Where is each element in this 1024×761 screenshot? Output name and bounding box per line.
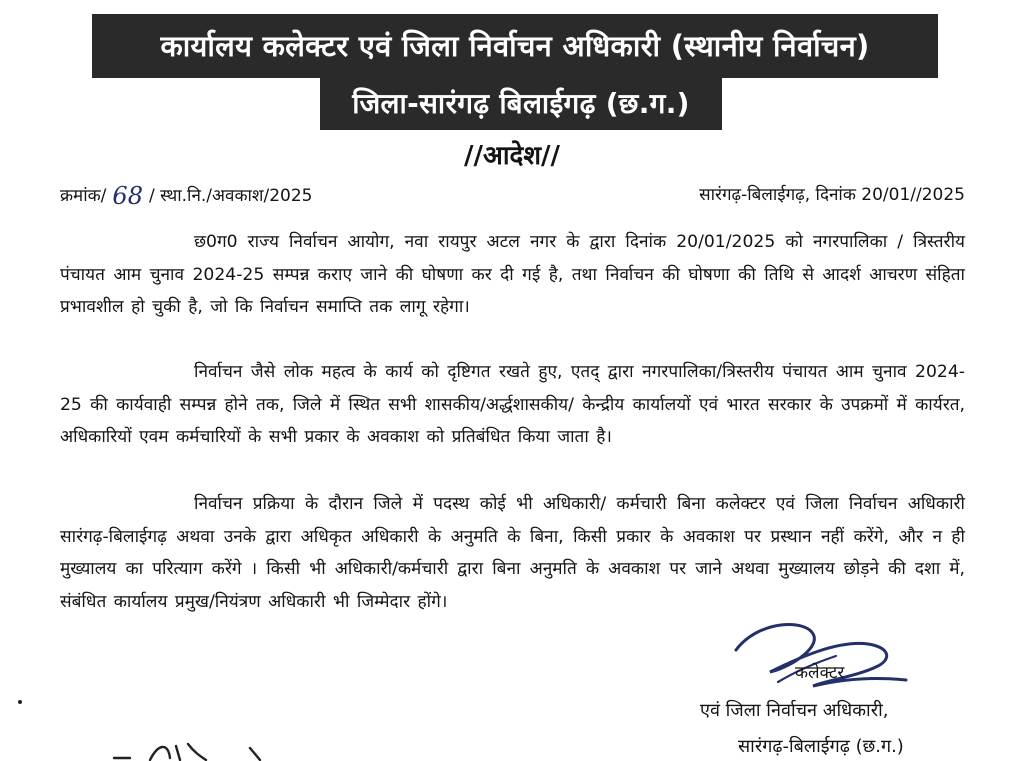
reference-line xyxy=(60,178,965,208)
signatory-designation: कलेक्टर xyxy=(795,663,845,683)
reference-number-handwritten: 68 xyxy=(112,182,143,210)
handwritten-scrawl xyxy=(110,738,280,761)
signatory-title: एवं जिला निर्वाचन अधिकारी, xyxy=(700,700,889,721)
reference-prefix: क्रमांक/ xyxy=(60,186,107,206)
district-header-banner xyxy=(320,78,722,130)
signatory-location: सारंगढ़-बिलाईगढ़ (छ.ग.) xyxy=(738,736,904,757)
office-header-text: कार्यालय कलेक्टर एवं जिला निर्वाचन अधिकारी (स्थानीय निर्वाचन) xyxy=(160,29,870,63)
place-date: सारंगढ़-बिलाईगढ़, दिनांक 20/01//2025 xyxy=(699,185,965,205)
reference-number-block xyxy=(60,182,312,210)
office-header-banner xyxy=(92,14,938,78)
reference-suffix: / स्था.नि./अवकाश/2025 xyxy=(148,186,313,206)
margin-dot xyxy=(18,700,22,704)
paragraph-2: निर्वाचन जैसे लोक महत्व के कार्य को दृष्टिगत रखते हुए, एतद् द्वारा नगरपालिका/त्रिस्तरीय पंचायत आम चुनाव 2024-25 की कार्यवाही सम्पन्न होने तक, जिले में स्थित सभी शासकीय/अर्द्धशासकीय/ केन्द्रीय कार्यालयों एवं भारत सरकार के उपक्रमों में कार्यरत, अधिकारियों एवम कर्मचारियों के सभी प्रकार के अवकाश को प्रतिबंधित किया जाता है। xyxy=(60,362,965,447)
order-title: //आदेश// xyxy=(463,141,561,171)
paragraph-3: निर्वाचन प्रक्रिया के दौरान जिले में पदस्थ कोई भी अधिकारी/ कर्मचारी बिना कलेक्टर एवं जिला निर्वाचन अधिकारी सारंगढ़-बिलाईगढ़ अथवा उनके द्वारा अधिकृत अधिकारी के अनुमति के बिना, किसी प्रकार के अवकाश पर प्रस्थान नहीं करेंगे, और न ही मुख्यालय का परित्याग करेंगे । किसी भी अधिकारी/कर्मचारी द्वारा बिना अनुमति के अवकाश पर जाने अथवा मुख्यालय छोड़ने की दशा में, संबंधित कार्यालय प्रमुख/नियंत्रण अधिकारी भी जिम्मेदार होंगे। xyxy=(60,494,965,612)
district-header-text: जिला-सारंगढ़ बिलाईगढ़ (छ.ग.) xyxy=(352,87,690,120)
paragraph-1: छ0ग0 राज्य निर्वाचन आयोग, नवा रायपुर अटल नगर के द्वारा दिनांक 20/01/2025 को नगरपालिका / त्रिस्तरीय पंचायत आम चुनाव 2024-25 सम्पन्न कराए जाने की घोषणा कर दी गई है, तथा निर्वाचन की घोषणा की तिथि से आदर्श आचरण संहिता प्रभावशील हो चुकी है, जो कि निर्वाचन समाप्ति तक लागू रहेगा। xyxy=(60,232,965,317)
handwritten-signature xyxy=(718,610,918,700)
